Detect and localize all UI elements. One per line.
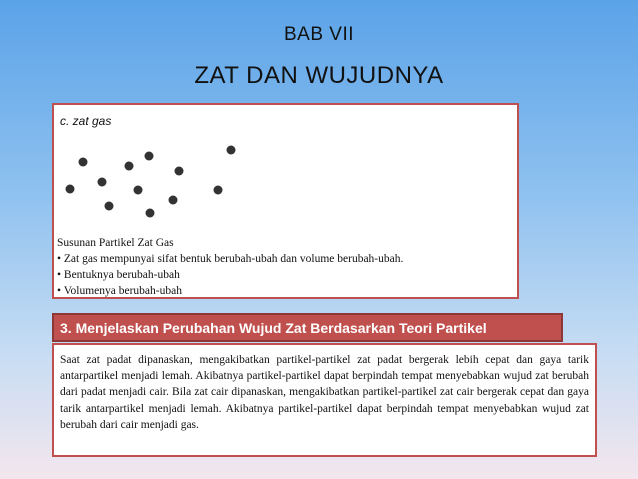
gas-particle — [134, 186, 143, 195]
gas-particle — [146, 209, 155, 218]
gas-particle — [175, 167, 184, 176]
gas-particle — [125, 162, 134, 171]
gas-particle-panel — [52, 103, 519, 299]
gas-particle — [227, 146, 236, 155]
section-heading: 3. Menjelaskan Perubahan Wujud Zat Berdasarkan Teori Partikel — [52, 313, 563, 342]
chapter-label: BAB VII — [283, 24, 355, 45]
gas-particle — [145, 152, 154, 161]
gas-particle — [105, 202, 114, 211]
gas-particle — [169, 196, 178, 205]
gas-line: • Zat gas mempunyai sifat bentuk berubah-ubah dan volume berubah-ubah. — [57, 253, 404, 265]
gas-line: • Bentuknya berubah-ubah — [57, 269, 180, 281]
gas-particle — [214, 186, 223, 195]
page-title: ZAT DAN WUJUDNYA — [194, 62, 444, 89]
panel-label: c. zat gas — [60, 114, 112, 128]
gas-line: • Volumenya berubah-ubah — [57, 285, 182, 297]
gas-description — [57, 235, 403, 299]
gas-particle — [79, 158, 88, 167]
gas-particle — [98, 178, 107, 187]
gas-line: Susunan Partikel Zat Gas — [57, 237, 174, 249]
gas-particle — [66, 185, 75, 194]
section-paragraph: Saat zat padat dipanaskan, mengakibatkan partikel-partikel zat padat bergerak lebih cepat dan gaya tarik antarpartikel menjadi lemah. Akibatnya partikel-partikel dapat berpindah tempat menyebabkan wujud zat berubah dari padat menjadi cair. Bila zat cair dipanaskan, mengakibatkan partikel-partikel zat cair bergerak cepat dan gaya tarik antarpartikel menjadi lemah. Akibatnya partikel-partikel dapat berpindah tempat menyebabkan wujud zat berubah dari cair menjadi gas. — [52, 343, 597, 457]
